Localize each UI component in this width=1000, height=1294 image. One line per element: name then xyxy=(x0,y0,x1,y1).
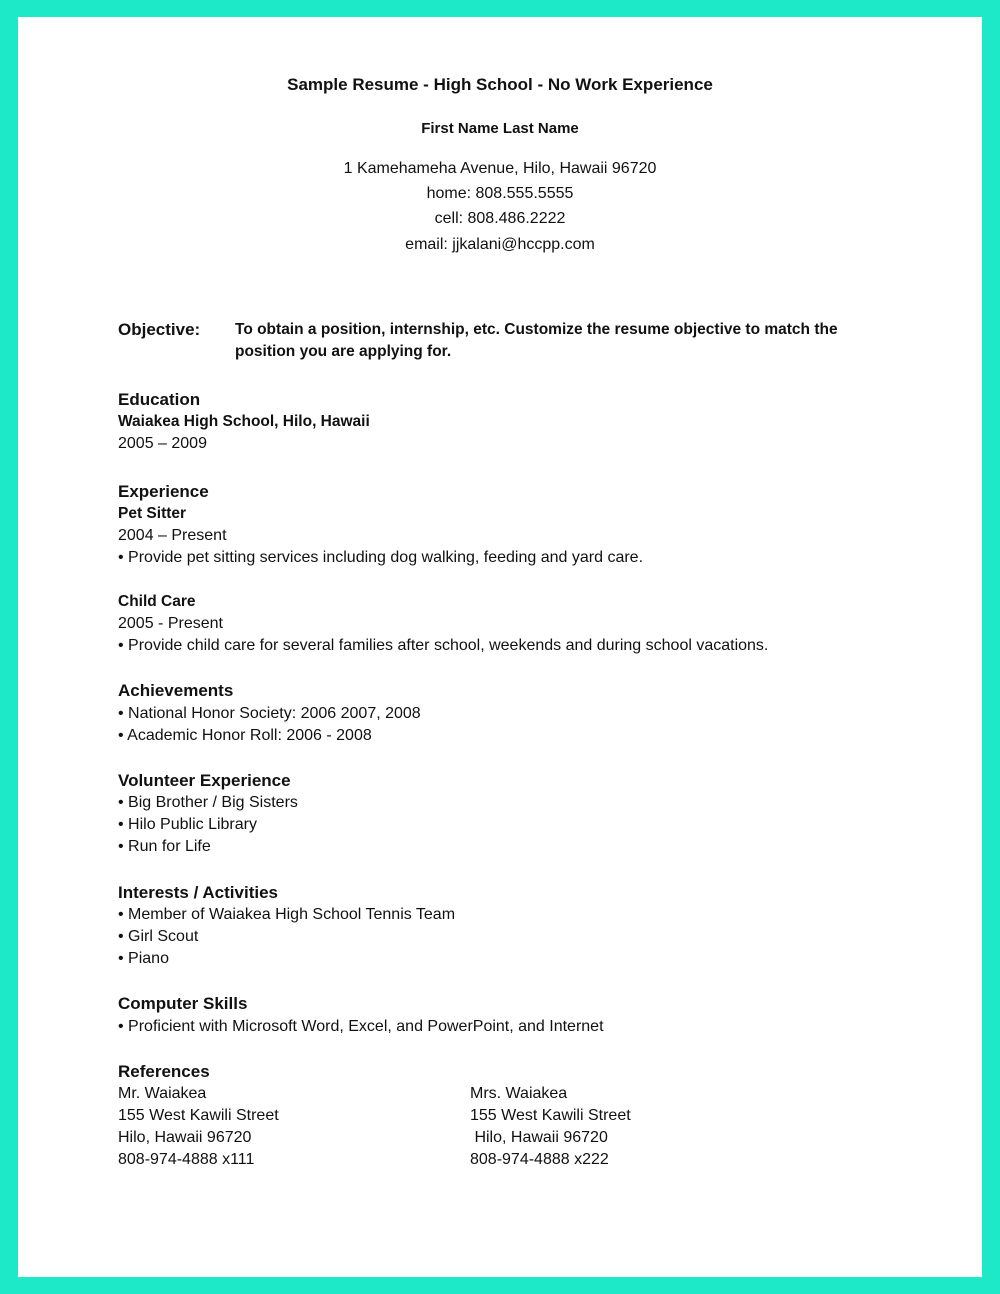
reference-city: Hilo, Hawaii 96720 xyxy=(118,1129,252,1146)
job-title: Pet Sitter xyxy=(118,505,187,522)
education-heading: Education xyxy=(118,390,201,409)
resume-page xyxy=(18,17,982,1277)
job-title: Child Care xyxy=(118,593,196,610)
references-heading: References xyxy=(118,1062,210,1081)
job-dates: 2004 – Present xyxy=(118,527,227,544)
home-phone: home: 808.555.5555 xyxy=(426,185,574,202)
achievement-item: • National Honor Society: 2006 2007, 2008 xyxy=(118,705,421,722)
reference-city: Hilo, Hawaii 96720 xyxy=(470,1129,608,1146)
job-detail: • Provide child care for several families after school, weekends and during school vacations. xyxy=(118,637,769,654)
achievement-item: • Academic Honor Roll: 2006 - 2008 xyxy=(118,727,372,744)
reference-name: Mr. Waiakea xyxy=(118,1085,207,1102)
volunteer-item: • Run for Life xyxy=(118,838,211,855)
achievements-heading: Achievements xyxy=(118,681,234,700)
computer-skills-heading: Computer Skills xyxy=(118,994,248,1013)
job-detail: • Provide pet sitting services including dog walking, feeding and yard care. xyxy=(118,549,644,566)
experience-heading: Experience xyxy=(118,482,209,501)
reference-street: 155 West Kawili Street xyxy=(470,1107,631,1124)
volunteer-item: • Hilo Public Library xyxy=(118,816,257,833)
volunteer-item: • Big Brother / Big Sisters xyxy=(118,794,298,811)
reference-phone: 808-974-4888 x111 xyxy=(118,1151,255,1168)
email: email: jjkalani@hccpp.com xyxy=(405,236,595,253)
interest-item: • Piano xyxy=(118,950,169,967)
objective-line-2: position you are applying for. xyxy=(235,343,452,360)
volunteer-heading: Volunteer Experience xyxy=(118,771,291,790)
resume-title: Sample Resume - High School - No Work Experience xyxy=(287,75,713,94)
objective-label: Objective: xyxy=(118,320,201,339)
interests-heading: Interests / Activities xyxy=(118,883,278,902)
objective-line-1: To obtain a position, internship, etc. Customize the resume objective to match the xyxy=(235,321,838,338)
job-dates: 2005 - Present xyxy=(118,615,223,632)
computer-skill-item: • Proficient with Microsoft Word, Excel, and PowerPoint, and Internet xyxy=(118,1018,604,1035)
reference-phone: 808-974-4888 x222 xyxy=(470,1151,609,1168)
interest-item: • Member of Waiakea High School Tennis Team xyxy=(118,906,456,923)
applicant-name: First Name Last Name xyxy=(421,120,579,137)
reference-name: Mrs. Waiakea xyxy=(470,1085,568,1102)
interest-item: • Girl Scout xyxy=(118,928,199,945)
address: 1 Kamehameha Avenue, Hilo, Hawaii 96720 xyxy=(343,160,657,177)
education-school: Waiakea High School, Hilo, Hawaii xyxy=(118,413,370,430)
cell-phone: cell: 808.486.2222 xyxy=(434,210,566,227)
reference-street: 155 West Kawili Street xyxy=(118,1107,279,1124)
education-years: 2005 – 2009 xyxy=(118,435,207,452)
